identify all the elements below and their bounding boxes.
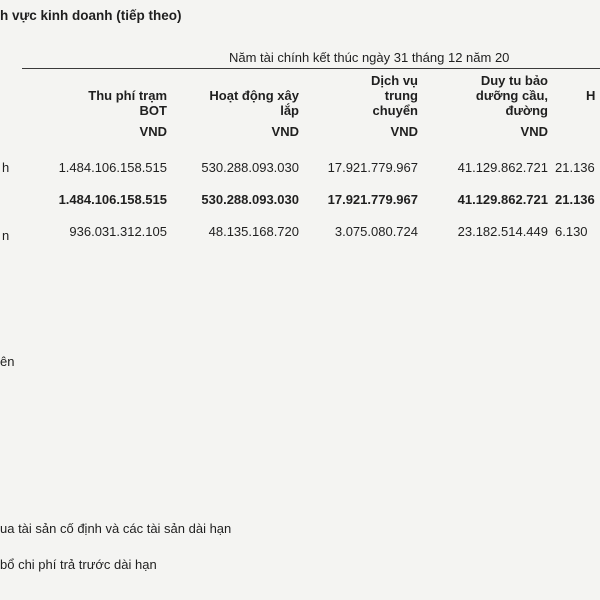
column-header-construction-line2: lắp (280, 103, 299, 118)
table-cell-partial: 6.130 (555, 224, 588, 239)
table-cell: 3.075.080.724 (334, 224, 418, 239)
table-cell-partial: 21.136 (555, 192, 595, 207)
note-text-partial: ên (0, 354, 15, 369)
column-header-maintenance-line1: Duy tu bảo (480, 73, 548, 88)
header-rule (22, 68, 600, 69)
column-header-maintenance-line2: dưỡng cầu, (475, 88, 548, 103)
column-header-bot-line2: BOT (139, 103, 167, 118)
period-header: Năm tài chính kết thúc ngày 31 tháng 12 năm 20 (229, 50, 510, 65)
column-header-construction-unit: VND (271, 124, 299, 139)
column-header-transfer-line1: Dịch vụ (371, 73, 418, 88)
table-cell: 1.484.106.158.515 (58, 192, 167, 207)
column-header-transfer-line2: trung (384, 88, 418, 103)
column-header-maintenance-unit: VND (520, 124, 548, 139)
column-header-transfer-line3: chuyển (372, 103, 418, 118)
table-cell: 1.484.106.158.515 (58, 160, 167, 175)
table-cell-partial: 21.136 (555, 160, 595, 175)
table-cell: 936.031.312.105 (69, 224, 167, 239)
column-header-other-partial: H (586, 88, 596, 103)
column-header-transfer-unit: VND (390, 124, 418, 139)
table-cell: 23.182.514.449 (457, 224, 548, 239)
table-cell: 530.288.093.030 (201, 160, 299, 175)
column-header-bot-unit: VND (139, 124, 167, 139)
table-cell: 17.921.779.967 (327, 160, 418, 175)
note-text: ua tài sản cố định và các tài sản dài hạn (0, 521, 232, 536)
column-header-maintenance-line3: đường (505, 103, 548, 118)
row-label-partial: h (2, 160, 10, 175)
table-cell: 41.129.862.721 (457, 160, 548, 175)
section-title: h vực kinh doanh (tiếp theo) (0, 8, 182, 23)
table-cell: 17.921.779.967 (327, 192, 418, 207)
note-text: bổ chi phí trả trước dài hạn (0, 557, 157, 572)
row-label-partial: n (2, 228, 10, 243)
table-cell: 41.129.862.721 (457, 192, 548, 207)
table-cell: 530.288.093.030 (201, 192, 299, 207)
column-header-construction-line1: Hoạt động xây (209, 88, 299, 103)
table-cell: 48.135.168.720 (208, 224, 299, 239)
column-header-bot-line1: Thu phí trạm (88, 88, 167, 103)
